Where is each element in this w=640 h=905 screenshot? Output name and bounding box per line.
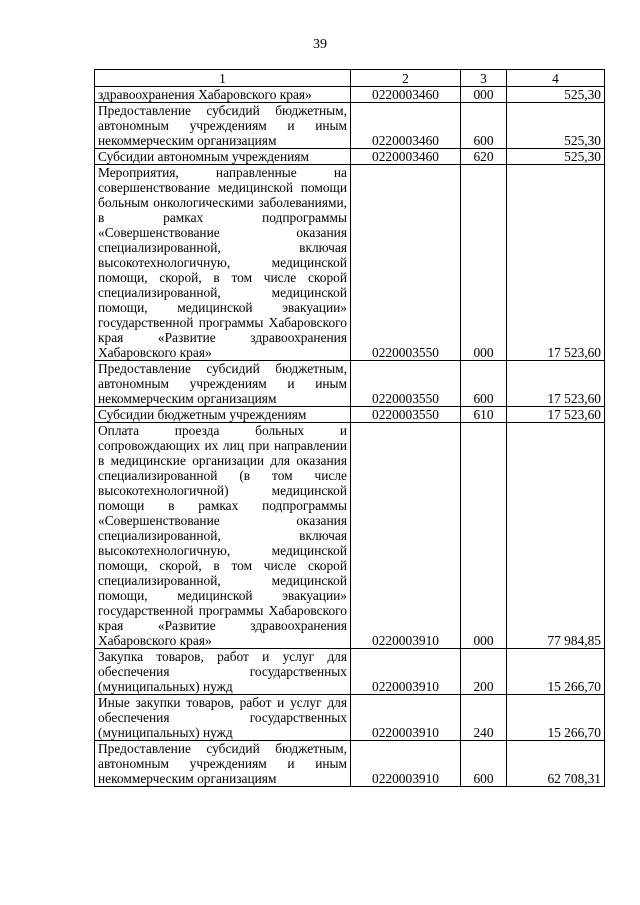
row-target-code: 0220003550	[351, 165, 461, 361]
table-row	[95, 649, 605, 695]
row-amount: 62 708,31	[507, 741, 605, 787]
row-target-code: 0220003910	[351, 741, 461, 787]
table-row	[95, 87, 605, 103]
row-expense-type: 000	[461, 165, 507, 361]
table-row	[95, 695, 605, 741]
table-row	[95, 103, 605, 149]
row-description: Закупка товаров, работ и услуг для обеспечения государственных (муниципальных) нужд	[95, 649, 351, 695]
table-row	[95, 407, 605, 423]
row-amount: 17 523,60	[507, 407, 605, 423]
row-expense-type: 600	[461, 741, 507, 787]
column-header-1: 1	[95, 70, 351, 87]
row-description: Оплата проезда больных и сопровождающих их лиц при направлении в медицинские организации для оказания специализированной (в том числе высокотехнологичной) медицинской помощи в рамках подпрограммы «Совершенствование оказания специализированной, включая высокотехнологичную, медицинской помощи, скорой, в том числе скорой специализированной, медицинской помощи, медицинской эвакуации» государственной программы Хабаровского края «Развитие здравоохранения Хабаровского края»	[95, 423, 351, 649]
row-description: здравоохранения Хабаровского края»	[95, 87, 351, 103]
table-row	[95, 149, 605, 165]
row-expense-type: 620	[461, 149, 507, 165]
row-target-code: 0220003460	[351, 87, 461, 103]
row-description: Предоставление субсидий бюджетным, автономным учреждениям и иным некоммерческим организациям	[95, 741, 351, 787]
row-expense-type: 600	[461, 103, 507, 149]
table-row	[95, 741, 605, 787]
table-header-row	[95, 70, 605, 87]
row-amount: 525,30	[507, 103, 605, 149]
row-expense-type: 240	[461, 695, 507, 741]
row-amount: 17 523,60	[507, 165, 605, 361]
row-amount: 15 266,70	[507, 695, 605, 741]
row-target-code: 0220003910	[351, 695, 461, 741]
row-target-code: 0220003550	[351, 361, 461, 407]
row-description: Иные закупки товаров, работ и услуг для обеспечения государственных (муниципальных) нужд	[95, 695, 351, 741]
row-description: Предоставление субсидий бюджетным, автономным учреждениям и иным некоммерческим организациям	[95, 361, 351, 407]
row-amount: 525,30	[507, 149, 605, 165]
row-target-code: 0220003910	[351, 423, 461, 649]
row-expense-type: 000	[461, 87, 507, 103]
table-row	[95, 423, 605, 649]
page-number: 39	[313, 37, 327, 52]
row-description: Субсидии бюджетным учреждениям	[95, 407, 351, 423]
column-header-4: 4	[507, 70, 605, 87]
row-expense-type: 200	[461, 649, 507, 695]
row-target-code: 0220003460	[351, 149, 461, 165]
row-description: Субсидии автономным учреждениям	[95, 149, 351, 165]
column-header-3: 3	[461, 70, 507, 87]
row-amount: 77 984,85	[507, 423, 605, 649]
row-target-code: 0220003910	[351, 649, 461, 695]
row-expense-type: 600	[461, 361, 507, 407]
row-amount: 17 523,60	[507, 361, 605, 407]
row-target-code: 0220003460	[351, 103, 461, 149]
row-amount: 15 266,70	[507, 649, 605, 695]
row-description: Мероприятия, направленные на совершенствование медицинской помощи больным онкологическими заболеваниями, в рамках подпрограммы «Совершенствование оказания специализированной, включая высокотехнологичную, медицинской помощи, скорой, в том числе скорой специализированной, медицинской помощи, медицинской эвакуации» государственной программы Хабаровского края «Развитие здравоохранения Хабаровского края»	[95, 165, 351, 361]
row-target-code: 0220003550	[351, 407, 461, 423]
row-description: Предоставление субсидий бюджетным, автономным учреждениям и иным некоммерческим организациям	[95, 103, 351, 149]
table-row	[95, 361, 605, 407]
budget-table	[94, 69, 605, 787]
row-amount: 525,30	[507, 87, 605, 103]
table-row	[95, 165, 605, 361]
column-header-2: 2	[351, 70, 461, 87]
row-expense-type: 000	[461, 423, 507, 649]
row-expense-type: 610	[461, 407, 507, 423]
